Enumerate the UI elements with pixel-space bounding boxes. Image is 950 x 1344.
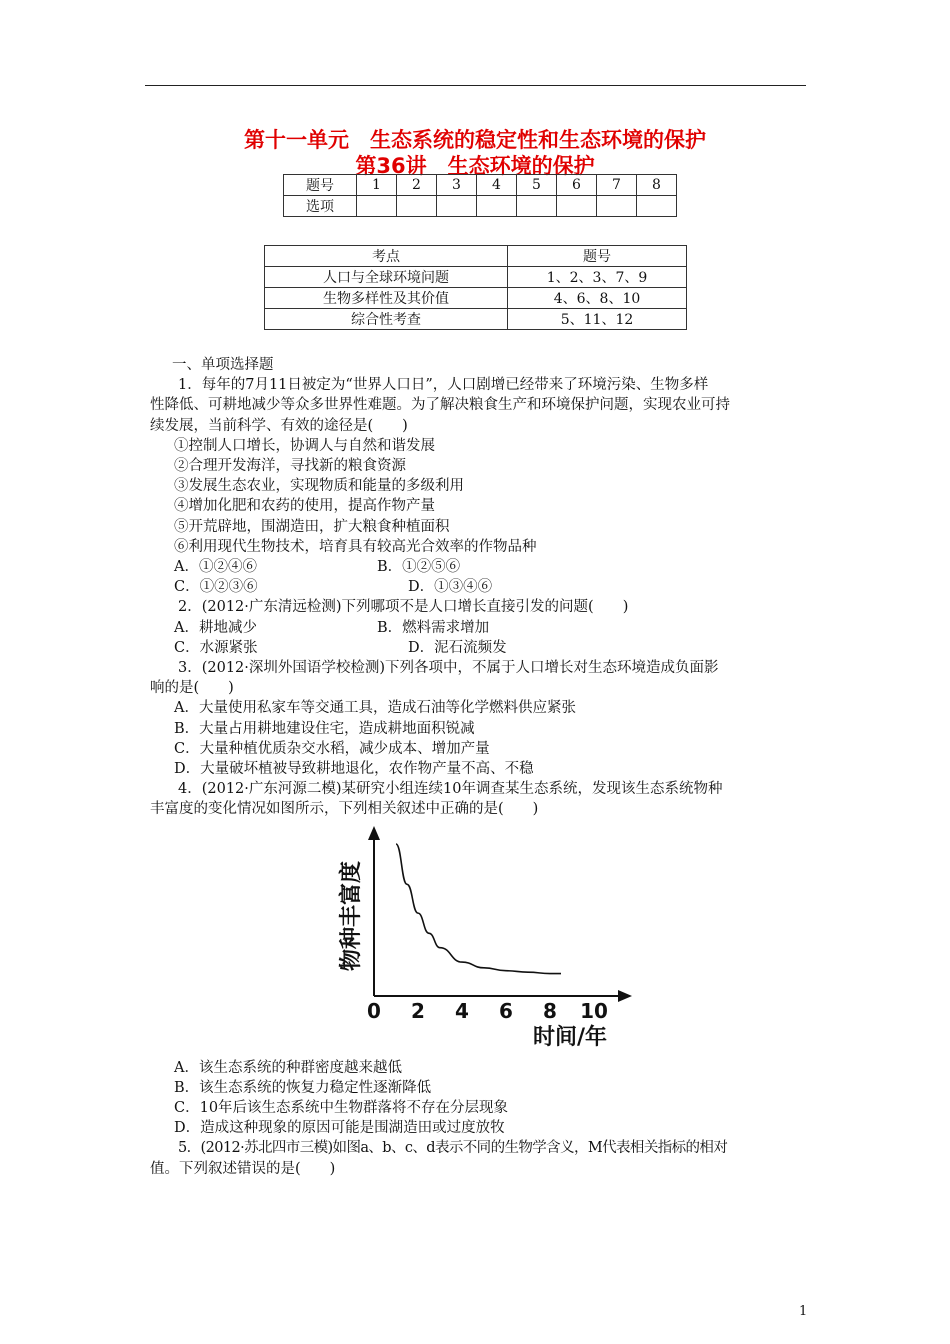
answer-cell[interactable]	[517, 196, 557, 217]
q3-option-c[interactable]: C．大量种植优质杂交水稻，减少成本、增加产量	[174, 740, 490, 757]
q2-option-a[interactable]: A．耕地减少	[174, 619, 257, 636]
x-tick-label: 0	[367, 998, 381, 1023]
q3-option-a[interactable]: A．大量使用私家车等交通工具，造成石油等化学燃料供应紧张	[174, 700, 576, 717]
answer-number-cell: 8	[637, 175, 677, 196]
q1-item: ④增加化肥和农药的使用，提高作物产量	[174, 498, 435, 515]
answer-cell[interactable]	[557, 196, 597, 217]
answer-number-cell: 1	[357, 175, 397, 196]
q1-options-cd	[174, 577, 814, 597]
q3-option-d[interactable]: D．大量破坏植被导致耕地退化，农作物产量不高、不稳	[174, 761, 534, 778]
answer-number-cell: 3	[437, 175, 477, 196]
q2-options-ab	[174, 618, 814, 638]
page-number: 1	[799, 1304, 808, 1319]
answer-number-cell: 2	[397, 175, 437, 196]
x-tick-label: 4	[455, 998, 469, 1023]
answer-cell[interactable]	[357, 196, 397, 217]
x-tick-label: 6	[499, 998, 513, 1023]
kaodian-topic: 生物多样性及其价值	[265, 288, 508, 309]
questions-body	[150, 355, 814, 1179]
kaodian-questions: 5、11、12	[508, 309, 687, 330]
q1-option-b[interactable]: B．①②⑤⑥	[377, 559, 461, 576]
species-richness-chart	[334, 826, 654, 1052]
q1-item: ⑥利用现代生物技术，培育具有较高光合效率的作物品种	[174, 538, 537, 555]
kaodian-table	[264, 245, 687, 330]
q4-option-b[interactable]: B．该生态系统的恢复力稳定性逐渐降低	[174, 1079, 432, 1096]
x-axis-arrow	[618, 990, 632, 1002]
x-tick-label: 2	[411, 998, 425, 1023]
kaodian-col1-header: 考点	[265, 246, 508, 267]
answer-table-number-row	[284, 175, 677, 196]
section-title: 一、单项选择题	[172, 357, 274, 373]
x-axis-label: 时间/年	[532, 1024, 608, 1050]
q1-item: ①控制人口增长，协调人与自然和谐发展	[174, 437, 435, 454]
answer-cell[interactable]	[477, 196, 517, 217]
q4-option-d[interactable]: D．造成这种现象的原因可能是围湖造田或过度放牧	[174, 1120, 505, 1137]
q1-option-c[interactable]: C．①②③⑥	[174, 579, 258, 596]
y-axis-label: 物种丰富度	[339, 860, 364, 971]
kaodian-questions: 1、2、3、7、9	[508, 267, 687, 288]
answer-table-option-row	[284, 196, 677, 217]
answer-table-row2-label: 选项	[284, 196, 357, 217]
answer-cell[interactable]	[397, 196, 437, 217]
answer-number-cell: 6	[557, 175, 597, 196]
q2-option-c[interactable]: C．水源紧张	[174, 639, 258, 656]
kaodian-header-row	[265, 246, 687, 267]
q1-stem-line3: 续发展，当前科学、有效的途径是( )	[150, 417, 408, 434]
table-row	[265, 288, 687, 309]
q1-option-d[interactable]: D．①③④⑥	[408, 579, 493, 596]
q5-stem-line1: 5．(2012·苏北四市三模)如图a、b、c、d表示不同的生物学含义，M代表相关指标的相对	[178, 1140, 728, 1157]
q5-stem-line2: 值。下列叙述错误的是( )	[150, 1160, 336, 1177]
answer-number-cell: 7	[597, 175, 637, 196]
q1-options-ab	[174, 557, 814, 577]
q4-option-c[interactable]: C．10年后该生态系统中生物群落将不存在分层现象	[174, 1100, 509, 1117]
q4-stem-line1: 4．(2012·广东河源二模)某研究小组连续10年调查某生态系统，发现该生态系统物种	[178, 781, 723, 798]
q3-stem-line1: 3．(2012·深圳外国语学校检测)下列各项中，不属于人口增长对生态环境造成负面影	[178, 660, 719, 677]
q3-option-b[interactable]: B．大量占用耕地建设住宅，造成耕地面积锐减	[174, 720, 475, 737]
q3-stem-line2: 响的是( )	[150, 680, 234, 697]
answer-number-cell: 5	[517, 175, 557, 196]
y-axis-arrow	[368, 826, 380, 840]
q1-item: ⑤开荒辟地，围湖造田，扩大粮食种植面积	[174, 518, 450, 535]
x-tick-label: 10	[580, 998, 608, 1023]
answer-cell[interactable]	[437, 196, 477, 217]
kaodian-col2-header: 题号	[508, 246, 687, 267]
q1-item: ②合理开发海洋，寻找新的粮食资源	[174, 458, 406, 475]
x-tick-label: 8	[543, 998, 557, 1023]
q4-stem-line2: 丰富度的变化情况如图所示，下列相关叙述中正确的是( )	[150, 801, 539, 818]
q1-stem-line1: 1．每年的7月11日被定为“世界人口日”，人口剧增已经带来了环境污染、生物多样	[178, 377, 709, 394]
q4-option-a[interactable]: A．该生态系统的种群密度越来越低	[174, 1059, 402, 1076]
kaodian-questions: 4、6、8、10	[508, 288, 687, 309]
answer-number-cell: 4	[477, 175, 517, 196]
q1-item: ③发展生态农业，实现物质和能量的多级利用	[174, 478, 464, 495]
q2-options-cd	[174, 638, 814, 658]
unit-title: 第十一单元 生态系统的稳定性和生态环境的保护	[244, 128, 706, 152]
answer-cell[interactable]	[597, 196, 637, 217]
answer-table-row1-label: 题号	[284, 175, 357, 196]
q2-option-b[interactable]: B．燃料需求增加	[377, 619, 490, 636]
kaodian-topic: 综合性考查	[265, 309, 508, 330]
answer-table	[283, 174, 677, 217]
kaodian-topic: 人口与全球环境问题	[265, 267, 508, 288]
q1-stem-line2: 性降低、可耕地减少等众多世界性难题。为了解决粮食生产和环境保护问题，实现农业可持	[150, 397, 730, 414]
q2-option-d[interactable]: D．泥石流频发	[408, 639, 507, 656]
header-rule	[145, 85, 806, 86]
table-row	[265, 309, 687, 330]
answer-cell[interactable]	[637, 196, 677, 217]
q1-option-a[interactable]: A．①②④⑥	[174, 559, 257, 576]
series-line	[396, 844, 561, 974]
table-row	[265, 267, 687, 288]
q2-stem: 2．(2012·广东清远检测)下列哪项不是人口增长直接引发的问题( )	[178, 599, 629, 616]
lesson-title: 第36讲 生态环境的保护	[355, 154, 595, 178]
